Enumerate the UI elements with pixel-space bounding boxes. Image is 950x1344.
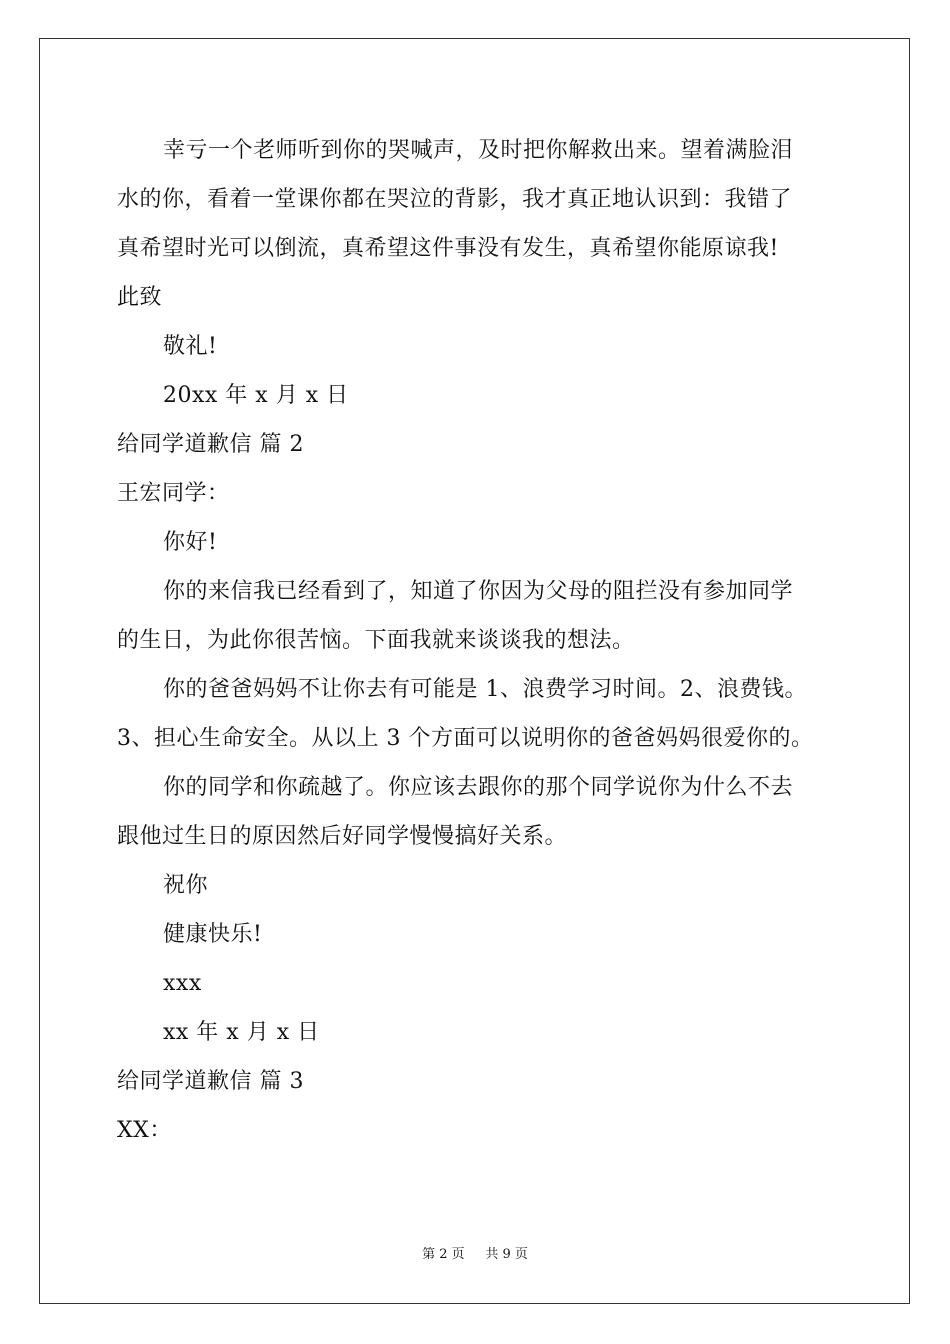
text-line: 此致 — [117, 285, 163, 310]
text-line: 你好! — [163, 530, 218, 555]
footer-gap — [469, 1247, 481, 1262]
text-line: 祝你 — [163, 873, 209, 898]
text-line: 王宏同学： — [117, 481, 230, 506]
text-line: xx 年 x 月 x 日 — [163, 1020, 320, 1045]
page-footer — [0, 1245, 950, 1265]
text-line: XX： — [117, 1118, 172, 1143]
text-line: 给同学道歉信 篇 3 — [117, 1069, 304, 1094]
text-line: 真希望时光可以倒流，真希望这件事没有发生，真希望你能原谅我! — [117, 236, 779, 261]
text-line: xxx — [163, 971, 202, 996]
page-number: 第 2 页 — [422, 1247, 465, 1262]
text-line: 水的你，看着一堂课你都在哭泣的背影，我才真正地认识到：我错了 — [117, 187, 793, 212]
total-pages: 共 9 页 — [485, 1247, 528, 1262]
text-line: 跟他过生日的原因然后好同学慢慢搞好关系。 — [117, 824, 568, 849]
text-line: 的生日，为此你很苦恼。下面我就来谈谈我的想法。 — [117, 628, 635, 653]
text-line: 给同学道歉信 篇 2 — [117, 432, 304, 457]
text-line: 3、担心生命安全。从以上 3 个方面可以说明你的爸爸妈妈很爱你的。 — [117, 726, 814, 751]
text-line: 你的来信我已经看到了，知道了你因为父母的阻拦没有参加同学 — [163, 579, 794, 604]
text-line: 幸亏一个老师听到你的哭喊声，及时把你解救出来。望着满脸泪 — [163, 138, 794, 163]
text-line: 你的爸爸妈妈不让你去有可能是 1、浪费学习时间。2、浪费钱。 — [163, 677, 807, 702]
text-line: 你的同学和你疏越了。你应该去跟你的那个同学说你为什么不去 — [163, 775, 794, 800]
text-line: 20xx 年 x 月 x 日 — [163, 383, 349, 408]
document-body — [117, 126, 877, 1155]
text-line: 健康快乐! — [163, 922, 263, 947]
text-line: 敬礼! — [163, 334, 218, 359]
